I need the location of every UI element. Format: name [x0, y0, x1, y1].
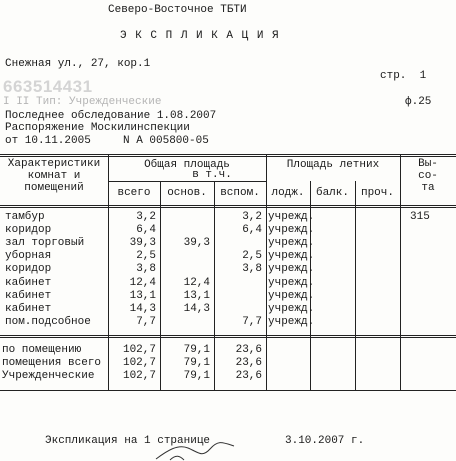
total-area: 102,7	[122, 344, 156, 356]
area-aux: 3,8	[242, 263, 262, 276]
area-aux: 2,5	[242, 250, 262, 263]
room-name: кабинет	[5, 302, 52, 315]
col-header-aux: вспом.	[220, 187, 260, 199]
room-height: 315	[410, 211, 430, 223]
total-name: по помещению	[2, 344, 82, 356]
room-name: зал торговый	[5, 237, 85, 250]
total-area: 102,7	[122, 357, 156, 369]
room-type: учрежд.	[268, 224, 315, 237]
room-type: учрежд.	[268, 263, 315, 276]
area-aux: 6,4	[242, 224, 262, 237]
area-main: 14,3	[183, 302, 210, 315]
area-total: 12,4	[129, 276, 156, 289]
area-total: 3,2	[136, 211, 156, 223]
area-total: 3,8	[136, 263, 156, 276]
pages-note: Экспликация на 1 странице	[45, 435, 211, 447]
total-main: 79,1	[183, 357, 210, 369]
total-name: Учрежденческие	[2, 370, 95, 382]
area-total: 39,3	[129, 237, 156, 250]
org-name: Северо-Восточное ТБТИ	[108, 4, 247, 16]
col-header-main: основ.	[167, 187, 207, 199]
room-name: уборная	[5, 250, 52, 263]
footer-date: 3.10.2007 г.	[285, 435, 365, 447]
room-name: коридор	[5, 263, 52, 276]
area-main: 12,4	[183, 276, 210, 289]
col-header-total: всего	[117, 187, 151, 199]
area-total: 6,4	[136, 224, 156, 237]
area-aux: 7,7	[242, 315, 262, 328]
watermark: 663514431	[3, 77, 93, 96]
room-type: учрежд.	[268, 276, 315, 289]
area-total: 14,3	[129, 302, 156, 315]
room-type: учрежд.	[268, 211, 315, 223]
area-aux: 3,2	[242, 211, 262, 223]
total-aux: 23,6	[235, 344, 262, 356]
form-type-line: I II Тип: Учрежденческие	[3, 96, 162, 108]
address: Снежная ул., 27, кор.1	[5, 58, 151, 70]
signature-icon	[150, 440, 240, 461]
order-number: N A 005800-05	[123, 135, 209, 147]
last-survey: Последнее обследование 1.08.2007	[5, 110, 217, 122]
col-header-including: в т.ч.	[192, 169, 232, 181]
total-main: 79,1	[183, 370, 210, 382]
col-header-other: проч.	[360, 187, 394, 199]
room-name: пом.подсобное	[5, 315, 91, 328]
area-total: 13,1	[129, 289, 156, 302]
col-header-height: Вы- со- та	[418, 158, 438, 194]
room-name: кабинет	[5, 289, 52, 302]
room-type: учрежд.	[268, 302, 315, 315]
col-header-total-area: Общая площадь	[144, 159, 230, 171]
total-aux: 23,6	[235, 370, 262, 382]
form-code: ф.25	[405, 96, 432, 108]
document-title: Э К С П Л И К А Ц И Я	[120, 30, 280, 42]
col-header-summer-area: Площадь летних	[286, 159, 380, 171]
total-area: 102,7	[122, 370, 156, 382]
order-date: от 10.11.2005	[5, 135, 91, 147]
total-name: помещения всего	[2, 357, 102, 369]
room-type: учрежд.	[268, 237, 315, 250]
page-number: стр. 1	[380, 70, 427, 82]
room-type: учрежд.	[268, 315, 315, 328]
area-total: 7,7	[136, 315, 156, 328]
area-main: 13,1	[183, 289, 210, 302]
room-name: коридор	[5, 224, 52, 237]
room-name: тамбур	[5, 211, 45, 223]
total-main: 79,1	[183, 344, 210, 356]
room-type: учрежд.	[268, 289, 315, 302]
room-name: кабинет	[5, 276, 52, 289]
col-header-balcony: балк.	[315, 187, 349, 199]
col-header-loggia: лодж.	[271, 187, 305, 199]
area-main: 39,3	[183, 237, 210, 250]
col-header-characteristics: Характеристики комнат и помещений	[7, 158, 101, 194]
total-aux: 23,6	[235, 357, 262, 369]
order-title: Распоряжение Москилинспекции	[5, 122, 190, 134]
area-total: 2,5	[136, 250, 156, 263]
room-type: учрежд.	[268, 250, 315, 263]
